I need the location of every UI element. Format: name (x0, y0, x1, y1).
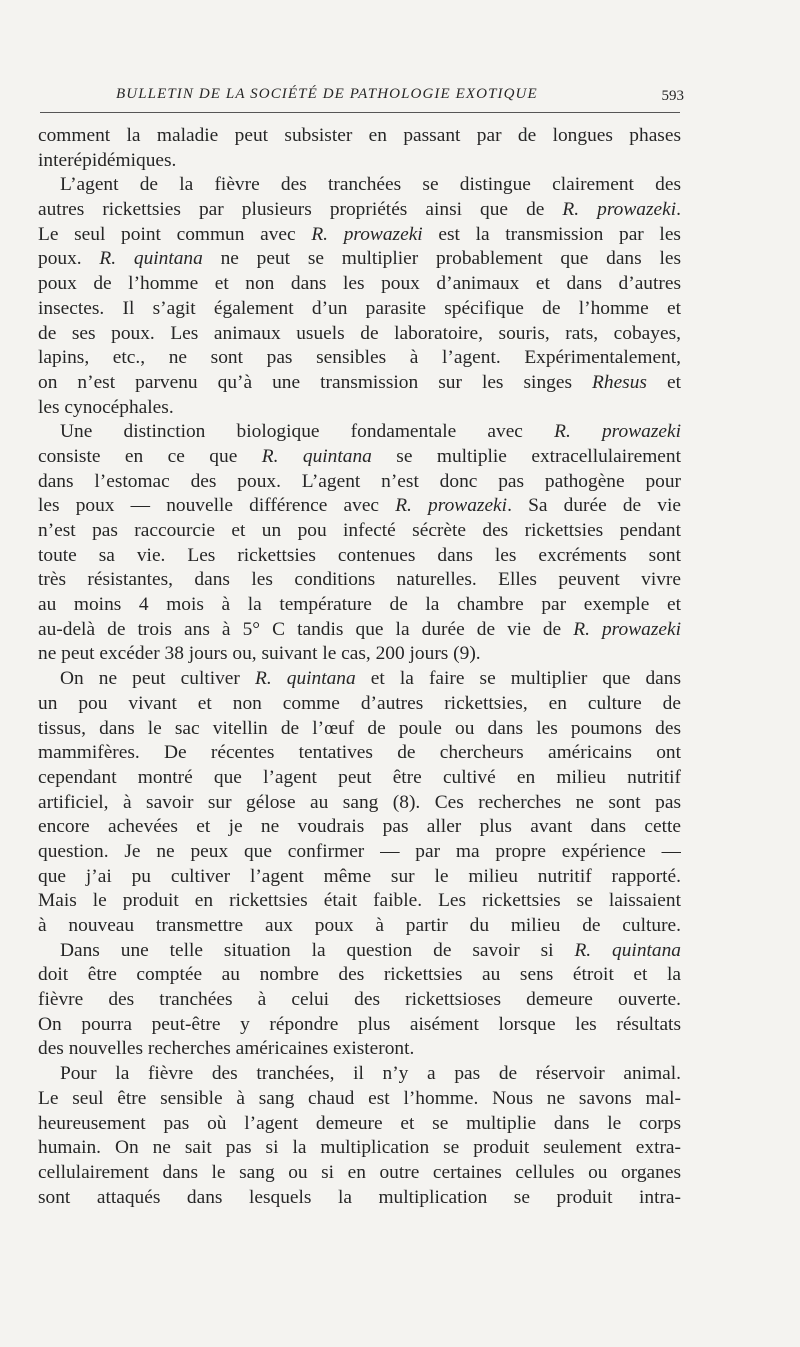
text-line (38, 1136, 681, 1161)
text-line (38, 1062, 681, 1087)
text-line (38, 1186, 681, 1211)
text-segment: L’agent de la fièvre des tranchées se distingue clairement des (60, 174, 681, 196)
text-line (38, 396, 681, 421)
text-segment: les poux — nouvelle différence avec (38, 495, 396, 517)
italic-term: R. quintana (99, 248, 203, 270)
text-segment: un pou vivant et non comme d’autres rickettsies, en culture de (38, 692, 681, 714)
text-line (38, 272, 681, 297)
text-segment: au moins 4 mois à la température de la chambre par exemple et (38, 594, 681, 616)
text-line (38, 865, 681, 890)
text-segment: Dans une telle situation la question de savoir si (60, 939, 575, 961)
text-segment: . Sa durée de vie (507, 495, 681, 517)
text-segment: artificiel, à savoir sur gélose au sang (8). Ces recherches ne sont pas (38, 791, 681, 813)
text-line (38, 124, 681, 149)
text-line (38, 791, 681, 816)
text-segment: Une distinction biologique fondamentale avec (60, 421, 555, 443)
text-segment: doit être comptée au nombre des rickettsies au sens étroit et la (38, 964, 681, 986)
text-line (38, 223, 681, 248)
text-line (38, 568, 681, 593)
text-line (38, 247, 681, 272)
text-segment: les cynocéphales. (38, 396, 174, 418)
text-segment: est la transmission par les (422, 223, 681, 245)
text-line (38, 494, 681, 519)
text-line (38, 939, 681, 964)
text-line (38, 1013, 681, 1038)
italic-term: R. prowazeki (573, 618, 681, 640)
text-segment: cependant montré que l’agent peut être cultivé en milieu nutritif (38, 766, 681, 788)
italic-term: Rhesus (592, 371, 647, 393)
text-line (38, 618, 681, 643)
text-segment: et la faire se multiplier que dans (355, 668, 681, 690)
text-segment: humain. On ne sait pas si la multiplication se produit seulement extra- (38, 1137, 681, 1159)
text-line (38, 346, 681, 371)
italic-term: R. quintana (574, 939, 681, 961)
text-segment: très résistantes, dans les conditions naturelles. Elles peuvent vivre (38, 569, 681, 591)
text-segment: se multiplie extracellulairement (371, 445, 681, 467)
text-segment: n’est pas raccourcie et un pou infecté sécrète des rickettsies pendant (38, 520, 681, 541)
text-line (38, 149, 681, 174)
text-line (38, 519, 681, 544)
text-segment: heureusement pas où l’agent demeure et se multiplie dans le corps (38, 1112, 681, 1134)
italic-term: R. quintana (254, 668, 356, 690)
text-segment: . (676, 199, 681, 221)
text-line (38, 1112, 681, 1137)
text-line (38, 544, 681, 569)
text-segment: ne peut se multiplier probablement que dans les (202, 248, 681, 270)
italic-term: R. quintana (261, 445, 372, 467)
text-line (38, 642, 681, 667)
running-title: BULLETIN DE LA SOCIÉTÉ DE PATHOLOGIE EXOTIQUE (116, 86, 538, 102)
text-segment: et (646, 371, 681, 393)
text-segment: que j’ai pu cultiver l’agent même sur le milieu nutritif rapporté. (38, 865, 681, 887)
text-segment: interépidémiques. (38, 149, 177, 171)
text-line (38, 593, 681, 618)
text-line (38, 889, 681, 914)
header-rule (40, 112, 680, 113)
italic-term: R. prowazeki (554, 421, 681, 443)
text-segment: autres rickettsies par plusieurs propriétés ainsi que de (38, 199, 563, 221)
text-segment: On ne peut cultiver (60, 668, 255, 690)
text-line (38, 988, 681, 1013)
text-line (38, 1087, 681, 1112)
text-segment: dans l’estomac des poux. L’agent n’est donc pas pathogène pour (38, 470, 681, 492)
italic-term: R. prowazeki (311, 223, 423, 245)
italic-term: R. prowazeki (395, 495, 508, 517)
text-segment: des nouvelles recherches américaines existeront. (38, 1038, 415, 1060)
text-segment: Pour la fièvre des tranchées, il n’y a pas de réservoir animal. (60, 1063, 681, 1085)
text-segment: Le seul point commun avec (38, 223, 312, 245)
text-line (38, 741, 681, 766)
text-line (38, 667, 681, 692)
text-segment: on n’est parvenu qu’à une transmission sur les singes (38, 371, 593, 393)
text-segment: consiste en ce que (38, 445, 262, 467)
body-text (38, 124, 681, 1210)
text-segment: ne peut excéder 38 jours ou, suivant le cas, 200 jours (9). (38, 643, 481, 665)
text-segment: encore achevées et je ne voudrais pas aller plus avant dans cette (38, 816, 681, 838)
text-segment: Le seul être sensible à sang chaud est l’homme. Nous ne savons mal- (38, 1087, 681, 1109)
text-line (38, 322, 681, 347)
italic-term: R. prowazeki (562, 199, 677, 221)
text-line (38, 198, 681, 223)
text-segment: cellulairement dans le sang ou si en outre certaines cellules ou organes (38, 1161, 681, 1183)
text-segment: fièvre des tranchées à celui des rickettsioses demeure ouverte. (38, 989, 681, 1011)
text-segment: lapins, etc., ne sont pas sensibles à l’agent. Expérimentalement, (38, 347, 681, 369)
text-segment: tissus, dans le sac vitellin de l’œuf de poule ou dans les poumons des (38, 717, 681, 739)
text-line (38, 963, 681, 988)
text-segment: insectes. Il s’agit également d’un parasite spécifique de l’homme et (38, 297, 681, 319)
text-line (38, 1037, 681, 1062)
text-segment: sont attaqués dans lesquels la multiplication se produit intra- (38, 1186, 681, 1208)
text-line (38, 692, 681, 717)
text-line (38, 371, 681, 396)
text-segment: de ses poux. Les animaux usuels de laboratoire, souris, rats, cobayes, (38, 322, 681, 344)
text-line (38, 470, 681, 495)
text-segment: Mais le produit en rickettsies était faible. Les rickettsies se laissaient (38, 890, 681, 912)
page-header (40, 84, 684, 112)
text-segment: question. Je ne peux que confirmer — par ma propre expérience — (38, 840, 681, 862)
text-segment: mammifères. De récentes tentatives de chercheurs américains ont (38, 742, 681, 764)
text-segment: poux de l’homme et non dans les poux d’animaux et dans d’autres (38, 273, 681, 295)
page-number: 593 (661, 88, 684, 104)
text-line (38, 717, 681, 742)
text-segment: au-delà de trois ans à 5° C tandis que la durée de vie de (38, 618, 574, 640)
text-line (38, 420, 681, 445)
text-line (38, 297, 681, 322)
text-line (38, 914, 681, 939)
text-line (38, 173, 681, 198)
text-line (38, 445, 681, 470)
text-line (38, 1161, 681, 1186)
text-segment: à nouveau transmettre aux poux à partir du milieu de culture. (38, 915, 681, 936)
text-line (38, 815, 681, 840)
text-segment: toute sa vie. Les rickettsies contenues dans les excréments sont (38, 544, 681, 566)
text-segment: poux. (38, 248, 100, 270)
text-segment: comment la maladie peut subsister en passant par de longues phases (38, 125, 681, 146)
text-segment: On pourra peut-être y répondre plus aisément lorsque les résultats (38, 1013, 681, 1035)
text-line (38, 840, 681, 865)
text-line (38, 766, 681, 791)
